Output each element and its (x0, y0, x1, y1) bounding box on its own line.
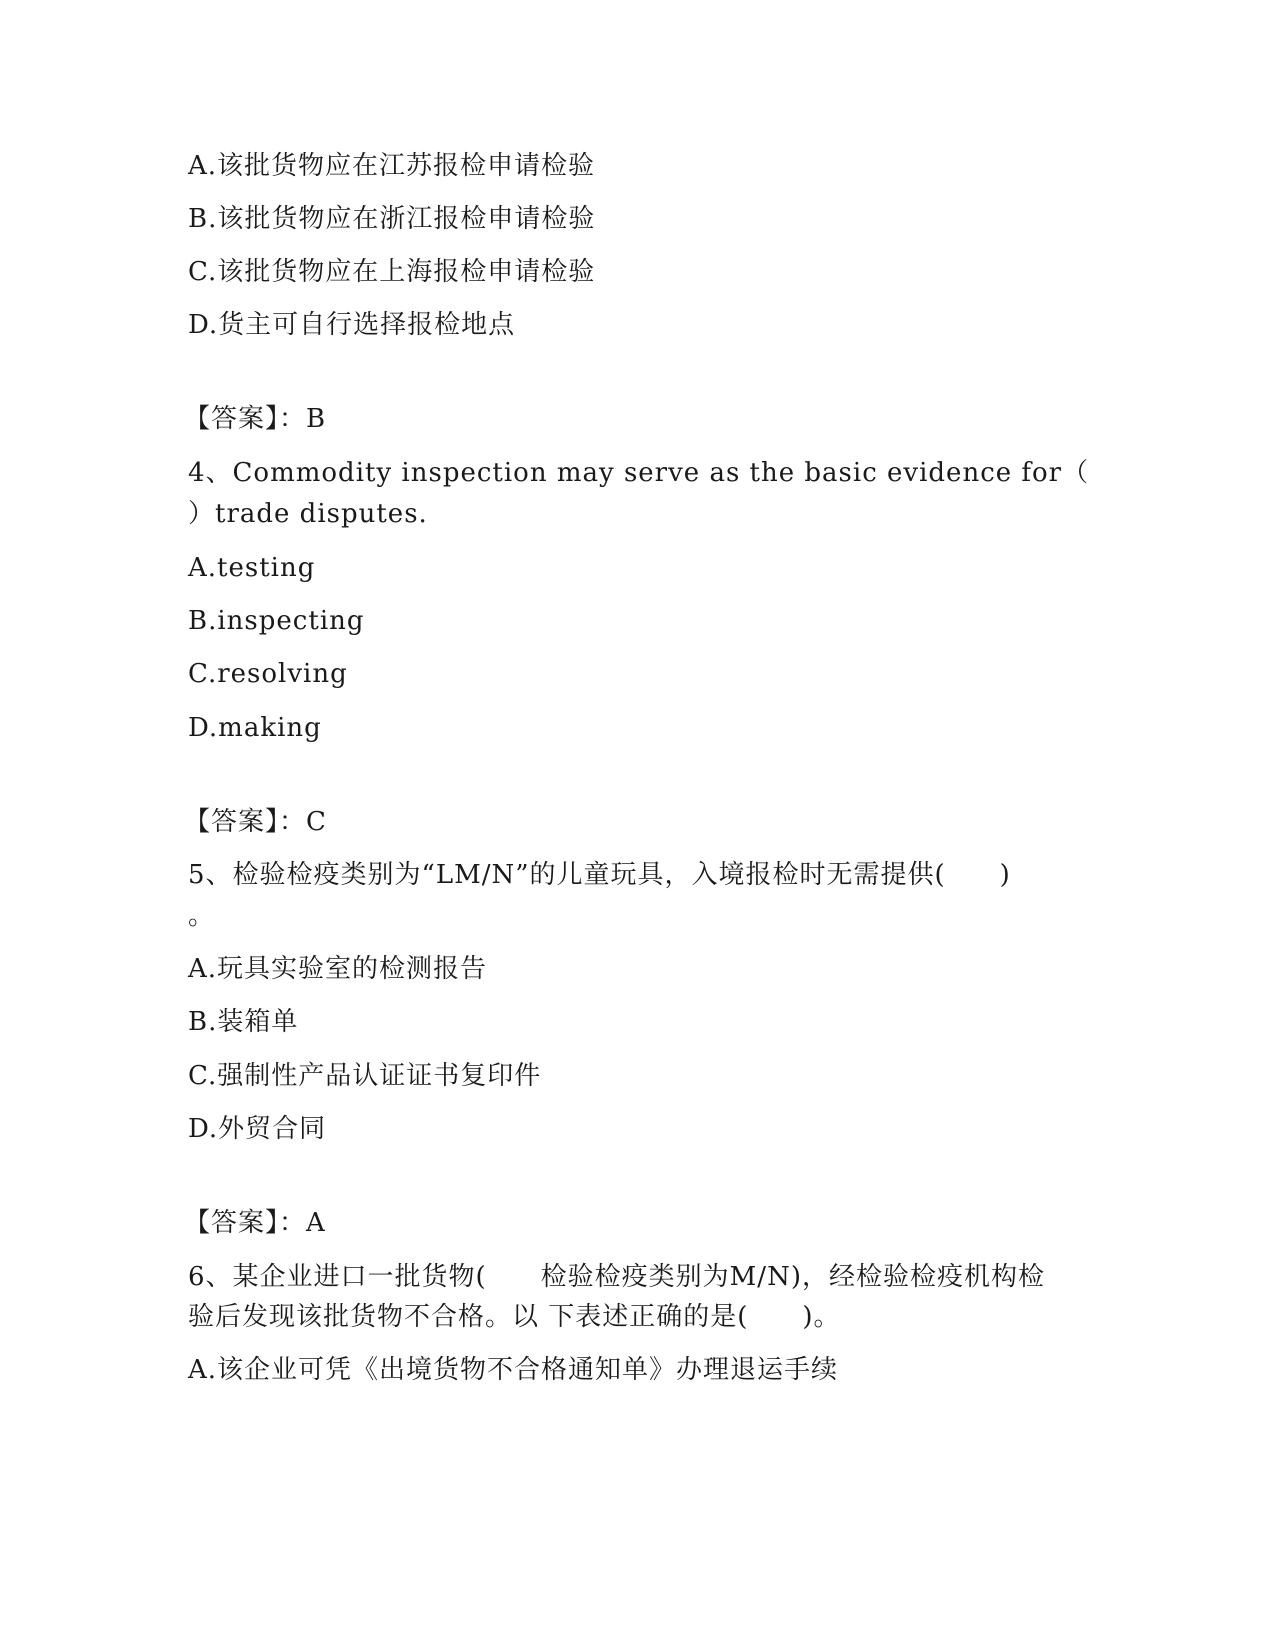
q5-stem-line2: 。 (188, 901, 216, 931)
q3-option-d: D.货主可自行选择报检地点 (188, 310, 516, 340)
q6-stem-line2: 验后发现该批货物不合格。以 下表述正确的是( )。 (188, 1302, 841, 1332)
q6-option-a: A.该企业可凭《出境货物不合格通知单》办理退运手续 (188, 1355, 839, 1385)
q6-stem-line1: 6、某企业进口一批货物( 检验检疫类别为M/N)，经检验检疫机构检 (188, 1262, 1045, 1292)
q4-stem-line1: 4、Commodity inspection may serve as the basic evidence for（ (188, 458, 1090, 488)
q4-stem-line2: ）trade disputes. (188, 499, 428, 529)
q5-stem-line1: 5、检验检疫类别为“LM/N”的儿童玩具，入境报检时无需提供( ) (188, 860, 1011, 890)
q5-option-c: C.强制性产品认证证书复印件 (188, 1061, 542, 1091)
q4-option-a: A.testing (188, 553, 316, 583)
q4-option-b: B.inspecting (188, 606, 365, 636)
q5-answer: 【答案】：A (184, 1208, 326, 1238)
q4-option-c: C.resolving (188, 659, 348, 689)
q3-option-c: C.该批货物应在上海报检申请检验 (188, 257, 596, 287)
q5-option-d: D.外贸合同 (188, 1114, 327, 1144)
q5-option-b: B.装箱单 (188, 1007, 299, 1037)
q3-answer: 【答案】：B (184, 404, 327, 434)
q3-option-a: A.该批货物应在江苏报检申请检验 (188, 151, 596, 181)
q4-answer: 【答案】：C (184, 807, 327, 837)
q5-option-a: A.玩具实验室的检测报告 (188, 954, 488, 984)
q3-option-b: B.该批货物应在浙江报检申请检验 (188, 204, 596, 234)
q4-option-d: D.making (188, 713, 322, 743)
